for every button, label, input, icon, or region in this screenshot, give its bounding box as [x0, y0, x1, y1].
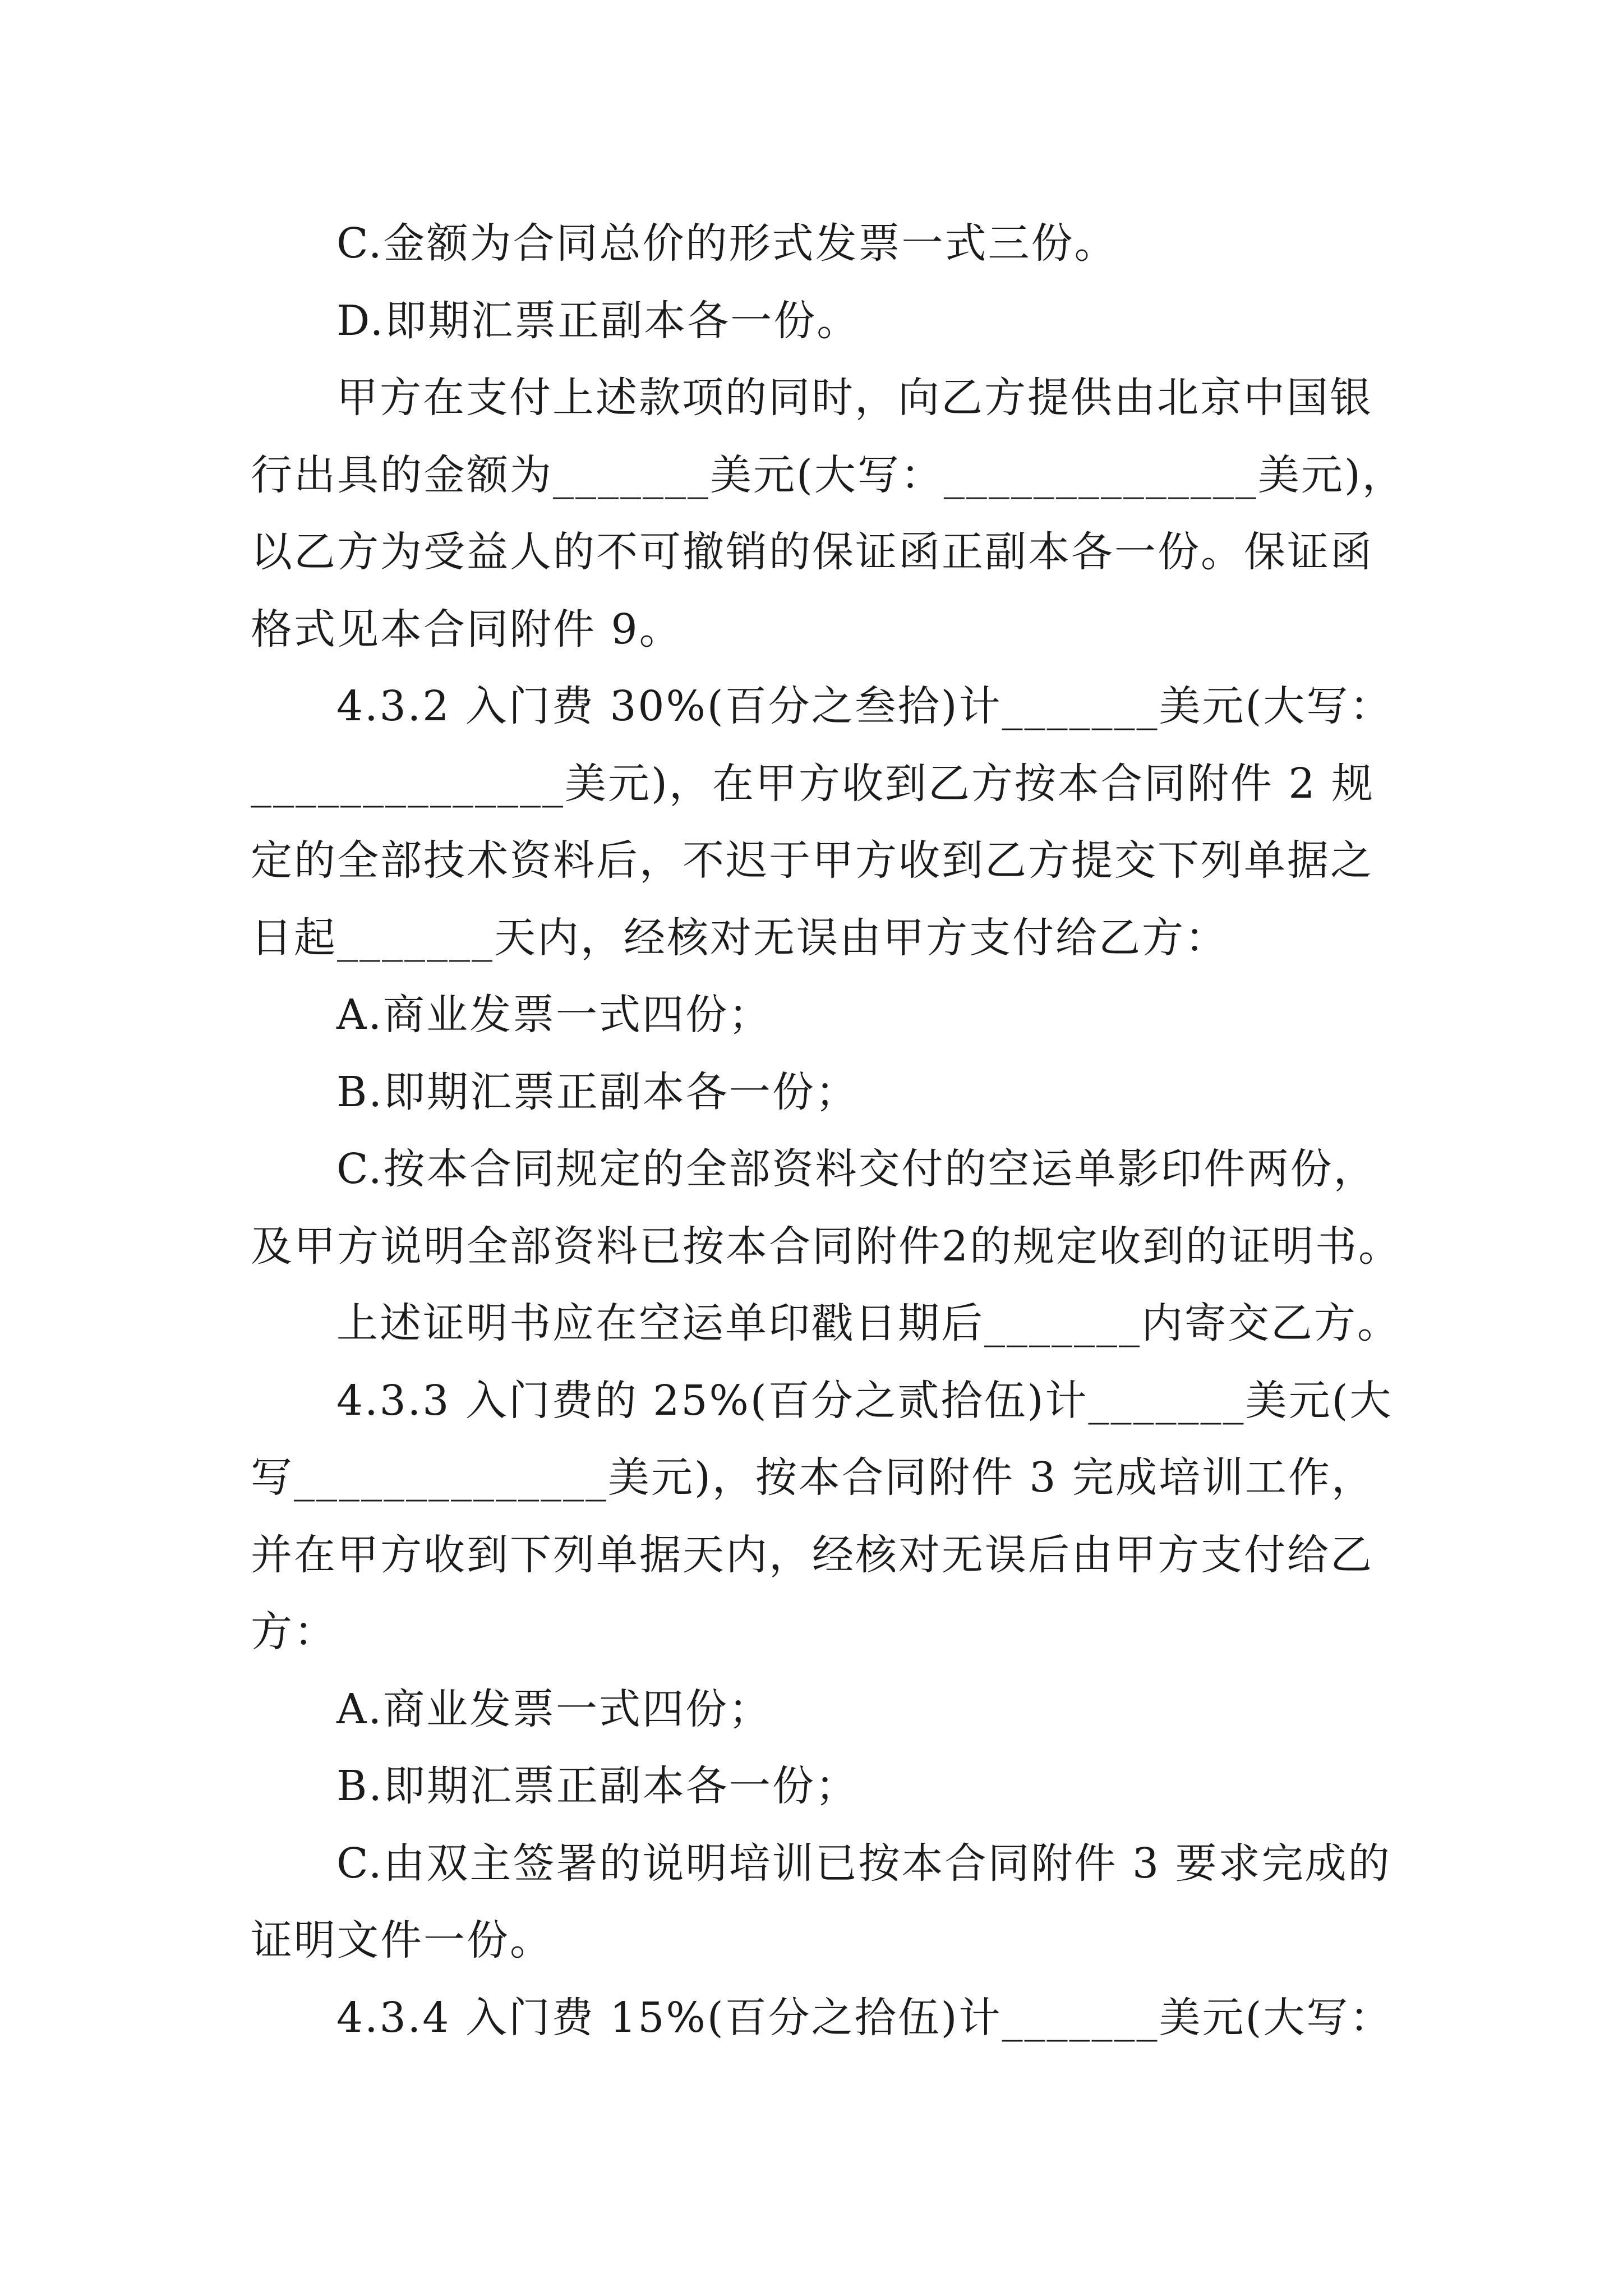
text-line: 格式见本合同附件 9。: [251, 605, 683, 654]
text-line: 证明文件一份。: [251, 1916, 553, 1964]
text-line: C.按本合同规定的全部资料交付的空运单影印件两份，: [336, 1145, 1377, 1193]
paragraph-item-d-draft: [251, 283, 1456, 360]
paragraph-item-c-training-certificate: [251, 1825, 1456, 1980]
text-line: 并在甲方收到下列单据天内，经核对无误后由甲方支付给乙: [251, 1530, 1373, 1579]
paragraph-item-b-draft: [251, 1748, 1456, 1825]
paragraph-guarantee-letter: [251, 360, 1456, 668]
text-line: B.即期汇票正副本各一份；: [336, 1762, 859, 1810]
paragraph-item-a-invoice: [251, 1671, 1456, 1749]
paragraph-item-a-invoice: [251, 977, 1456, 1054]
paragraph-item-b-draft: [251, 1054, 1456, 1131]
text-line: A.商业发票一式四份；: [336, 1685, 772, 1733]
text-line: 4.3.4 入门费 15%(百分之拾伍)计_______美元(大写：: [336, 1993, 1393, 2042]
text-line: 4.3.2 入门费 30%(百分之叁拾)计_______美元(大写：: [336, 682, 1393, 730]
text-line: D.即期汇票正副本各一份。: [336, 296, 860, 345]
paragraph-certificate-delivery: [251, 1285, 1456, 1363]
text-line: 写______________美元)，按本合同附件 3 完成培训工作，: [251, 1453, 1375, 1502]
paragraph-item-c-airway-bill: [251, 1131, 1456, 1285]
text-line: 日起_______天内，经核对无误由甲方支付给乙方：: [251, 913, 1228, 962]
text-line: ______________美元)，在甲方收到乙方按本合同附件 2 规: [251, 759, 1375, 808]
text-line: 及甲方说明全部资料已按本合同附件2的规定收到的证明书。: [251, 1222, 1402, 1271]
text-line: C.由双主签署的说明培训已按本合同附件 3 要求完成的: [336, 1839, 1391, 1888]
paragraph-item-c-invoice: [251, 205, 1456, 283]
contract-body: [251, 205, 1456, 2056]
clause-4-3-4: [251, 1980, 1456, 2057]
text-line: 方：: [251, 1608, 337, 1656]
text-line: A.商业发票一式四份；: [336, 991, 772, 1039]
text-line: 甲方在支付上述款项的同时，向乙方提供由北京中国银: [336, 374, 1373, 422]
text-line: 以乙方为受益人的不可撤销的保证函正副本各一份。保证函: [251, 528, 1373, 576]
text-line: 上述证明书应在空运单印戳日期后_______内寄交乙方。: [336, 1299, 1400, 1347]
text-line: B.即期汇票正副本各一份；: [336, 1068, 859, 1116]
text-line: 4.3.3 入门费的 25%(百分之贰拾伍)计_______美元(大: [336, 1376, 1393, 1425]
clause-4-3-3: [251, 1363, 1456, 1671]
text-line: 行出具的金额为_______美元(大写：______________美元)，: [251, 450, 1405, 499]
text-line: 定的全部技术资料后，不迟于甲方收到乙方提交下列单据之: [251, 836, 1373, 885]
clause-4-3-2: [251, 668, 1456, 977]
text-line: C.金额为合同总价的形式发票一式三份。: [336, 219, 1118, 268]
